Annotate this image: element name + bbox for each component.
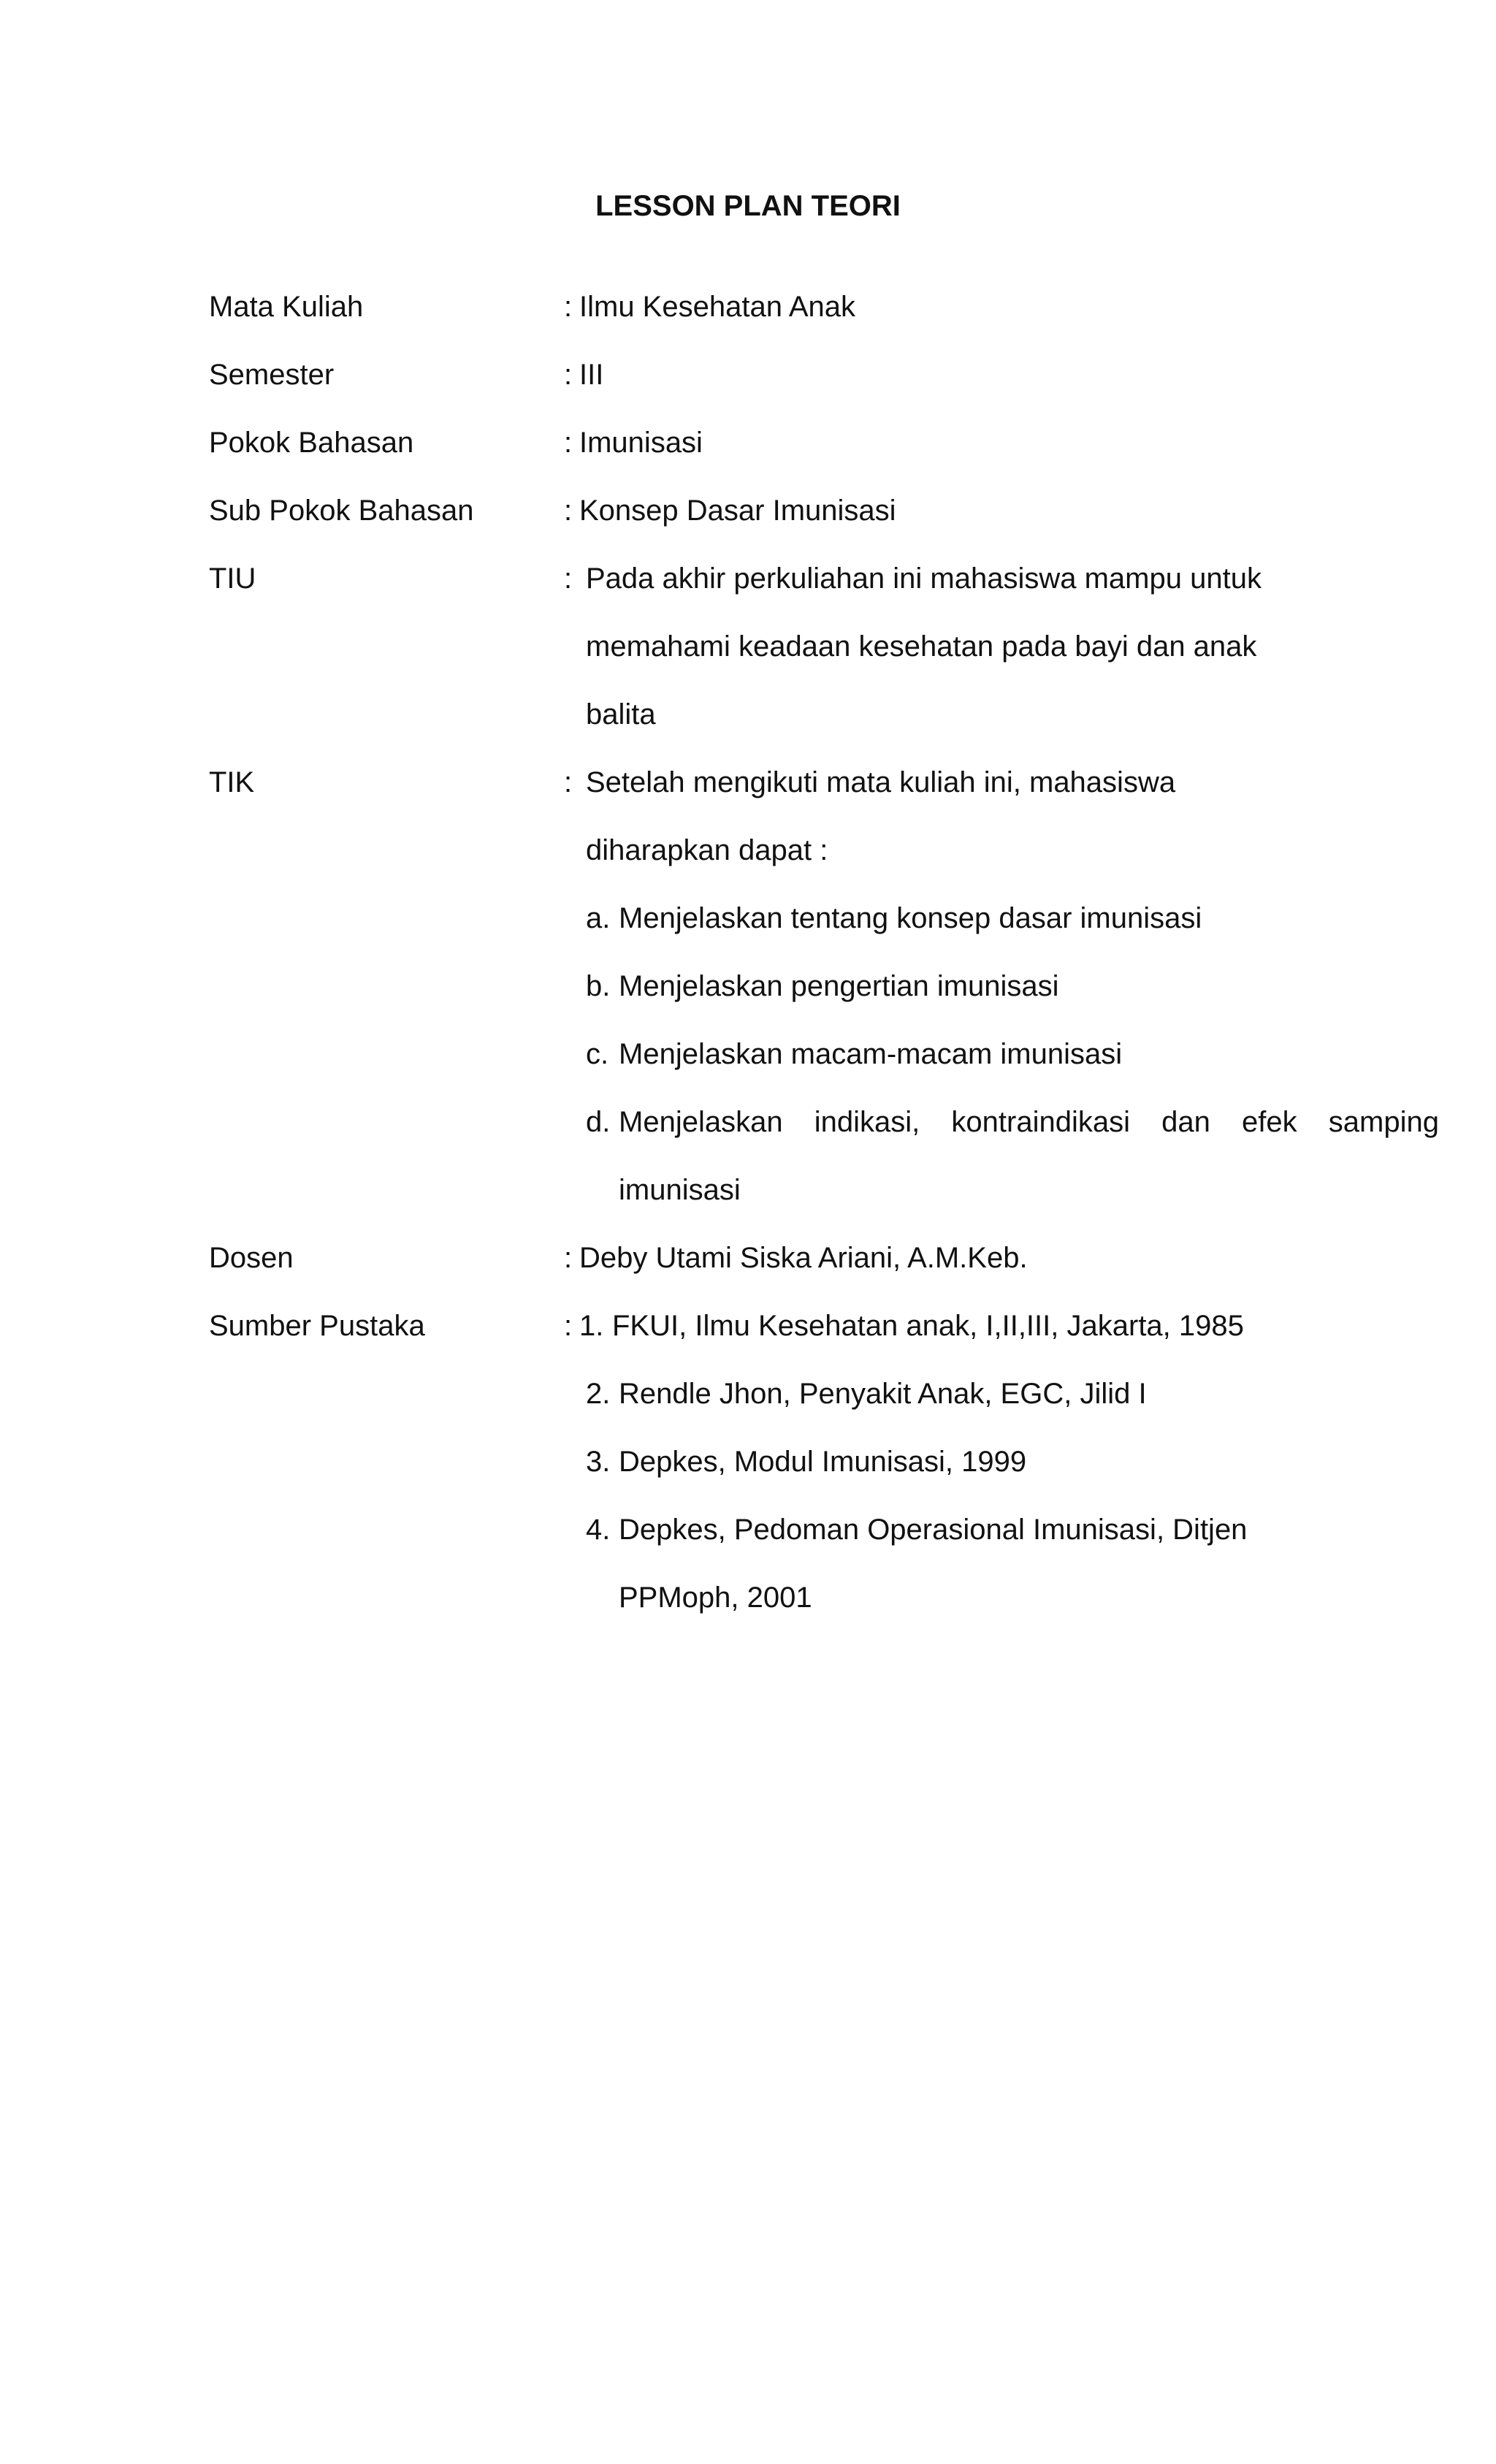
tik-list-item <box>0 1032 1496 1100</box>
list-item-text: Menjelaskan macam-macam imunisasi <box>619 1038 1123 1070</box>
field-mata-kuliah <box>0 285 1496 353</box>
reference-item <box>0 1508 1496 1576</box>
list-marker: b. <box>586 970 611 1002</box>
tik-intro-line: Setelah mengikuti mata kuliah ini, mahasiswa <box>586 766 1176 798</box>
field-tiu <box>0 557 1496 625</box>
list-marker: a. <box>586 902 611 934</box>
field-colon: : <box>564 562 573 595</box>
field-label: Mata Kuliah <box>209 291 364 323</box>
field-value: III <box>579 359 604 391</box>
tik-list-item <box>0 964 1496 1032</box>
field-colon: : <box>564 291 573 323</box>
tiu-line: Pada akhir perkuliahan ini mahasiswa mampu untuk <box>586 562 1262 595</box>
field-colon: : <box>564 1242 573 1274</box>
field-tiu-continued <box>0 625 1496 693</box>
list-item-text: Menjelaskan tentang konsep dasar imunisasi <box>619 902 1202 934</box>
field-label: TIK <box>209 766 255 798</box>
field-tik <box>0 760 1496 828</box>
field-colon: : <box>564 359 573 391</box>
document-title: LESSON PLAN TEORI <box>595 190 901 222</box>
field-semester <box>0 353 1496 421</box>
reference-text: FKUI, Ilmu Kesehatan anak, I,II,III, Jakarta, 1985 <box>612 1310 1244 1342</box>
reference-continuation: PPMoph, 2001 <box>619 1582 812 1614</box>
reference-item <box>0 1440 1496 1508</box>
field-label: Dosen <box>209 1242 294 1274</box>
list-marker: d. <box>586 1106 611 1138</box>
field-tik-continued <box>0 828 1496 896</box>
list-marker: 2. <box>586 1378 611 1410</box>
field-label: Sub Pokok Bahasan <box>209 495 474 527</box>
field-colon: : <box>564 1310 573 1342</box>
field-tiu-continued <box>0 693 1496 760</box>
list-item-text: Menjelaskan pengertian imunisasi <box>619 970 1059 1002</box>
reference-text: Depkes, Modul Imunisasi, 1999 <box>619 1446 1027 1478</box>
field-label: Pokok Bahasan <box>209 427 414 459</box>
list-marker: 1. <box>579 1310 604 1342</box>
field-dosen <box>0 1236 1496 1304</box>
reference-item <box>0 1372 1496 1440</box>
field-sub-pokok-bahasan <box>0 489 1496 557</box>
list-marker: 3. <box>586 1446 611 1478</box>
list-item-continuation: imunisasi <box>619 1174 741 1206</box>
field-sumber-pustaka <box>0 1304 1496 1372</box>
reference-text: Depkes, Pedoman Operasional Imunisasi, Ditjen <box>619 1514 1248 1546</box>
tiu-line: memahami keadaan kesehatan pada bayi dan anak <box>586 630 1257 663</box>
field-value: Imunisasi <box>579 427 703 459</box>
field-colon: : <box>564 427 573 459</box>
tiu-line: balita <box>586 698 656 731</box>
reference-text: Rendle Jhon, Penyakit Anak, EGC, Jilid I <box>619 1378 1147 1410</box>
reference-item-continued <box>0 1576 1496 1644</box>
tik-list-item <box>0 896 1496 964</box>
field-label: Sumber Pustaka <box>209 1310 425 1342</box>
field-colon: : <box>564 495 573 527</box>
field-value: Deby Utami Siska Ariani, A.M.Keb. <box>579 1242 1028 1274</box>
field-label: TIU <box>209 562 256 595</box>
field-label: Semester <box>209 359 335 391</box>
tik-list-item-continued <box>0 1168 1496 1236</box>
field-value: Ilmu Kesehatan Anak <box>579 291 856 323</box>
list-marker: 4. <box>586 1514 611 1546</box>
list-item-text: Menjelaskan indikasi, kontraindikasi dan efek samping <box>619 1106 1439 1138</box>
field-pokok-bahasan <box>0 421 1496 489</box>
tik-intro-line: diharapkan dapat : <box>586 834 828 866</box>
field-value: Konsep Dasar Imunisasi <box>579 495 896 527</box>
list-marker: c. <box>586 1038 609 1070</box>
tik-list-item <box>0 1100 1496 1168</box>
field-colon: : <box>564 766 573 798</box>
